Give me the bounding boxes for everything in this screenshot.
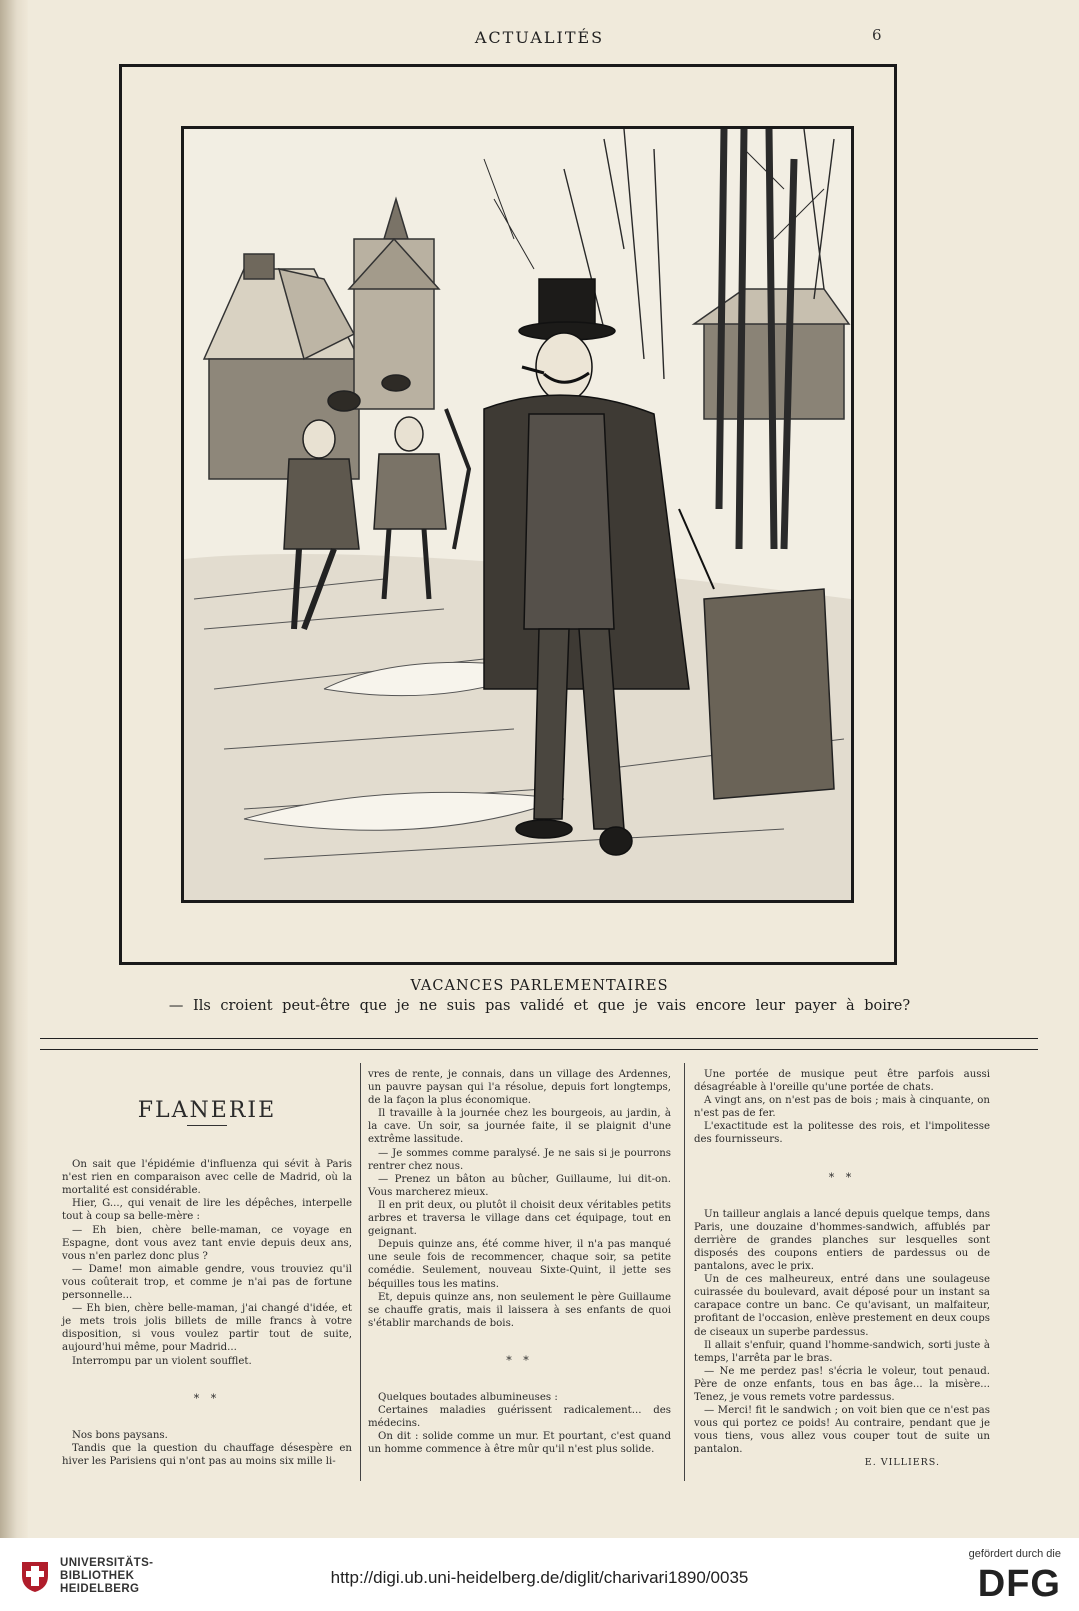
paragraph: vres de rente, je connais, dans un village des Ardennes, un pauvre paysan qui l'a résolue, depuis fort longtemps, de la façon la plus économique.	[368, 1069, 671, 1107]
section-separator: * *	[828, 1170, 856, 1184]
paragraph: — Je sommes comme paralysé. Je ne sais si je pourrons rentrer chez nous.	[368, 1147, 671, 1172]
paragraph: Il travaille à la journée chez les bourgeois, au jardin, à la cave. Un soir, sa journée faite, il se plaignit d'une extrême lassitude.	[368, 1108, 671, 1146]
paragraph: Quelques boutades albumineuses :	[378, 1391, 558, 1403]
paragraph: Et, depuis quinze ans, non seulement le père Guillaume se chauffe gratis, mais il laissera à ses enfants de quoi s'établir marchands de bois.	[368, 1291, 671, 1329]
paragraph: Il en prit deux, ou plutôt il choisit deux véritables petits arbres et traversa le village dans cet équipage, tout en geignant.	[368, 1199, 671, 1238]
section-rule-top	[40, 1038, 1038, 1039]
paragraph: On sait que l'épidémie d'influenza qui sévit à Paris n'est rien en comparaison avec celle de Madrid, où la mortalité est considérable.	[62, 1159, 352, 1197]
paragraph: On dit : solide comme un mur. Et pourtant, c'est quand un homme commence à être mûr qu'il n'est plus solide.	[368, 1431, 671, 1456]
page-number: 6	[872, 26, 882, 44]
paragraph: Certaines maladies guérissent radicalement... des médecins.	[368, 1405, 671, 1430]
paragraph: — Ne me perdez pas! s'écria le voleur, tout penaud. Père de onze enfants, tous en bas âge... la misère... Tenez, je vous remets votre pardessus.	[694, 1365, 990, 1403]
section-rule-bottom	[40, 1049, 1038, 1050]
paragraph: — Dame! mon aimable gendre, vous trouviez qu'il vous coûterait trop, et comme je n'ai pas de fortune personnelle...	[62, 1263, 352, 1302]
article-title: FLANERIE	[137, 1098, 277, 1123]
paragraph: — Merci! fit le sandwich ; on voit bien que ce n'est pas vous qui portez ce poids! Au contraire, pendant que je vous tiens, vous allez vous couper tout de suite un pantalon.	[694, 1405, 990, 1456]
column-divider-2	[684, 1063, 685, 1481]
page-binding-edge	[0, 0, 28, 1538]
paragraph: L'exactitude est la politesse des rois, et l'impolitesse des fournisseurs.	[694, 1121, 990, 1146]
paragraph: Il allait s'enfuir, quand l'homme-sandwich, sorti juste à temps, l'arrêta par le bras.	[694, 1339, 990, 1364]
institution-line: HEIDELBERG	[60, 1583, 140, 1595]
dfg-logo: DFG	[977, 1563, 1061, 1605]
fence-post	[704, 589, 834, 799]
institution-line: BIBLIOTHEK	[60, 1570, 135, 1582]
caption-title: VACANCES PARLEMENTAIRES	[410, 978, 669, 994]
paragraph: — Eh bien, chère belle-maman, ce voyage en Espagne, dont vous avez tant envie depuis deux ans, vous n'en parlez donc plus ?	[62, 1224, 352, 1262]
author-signature: E. VILLIERS.	[864, 1457, 940, 1469]
funding-label: gefördert durch die	[968, 1548, 1061, 1560]
paragraph: Interrompu par un violent soufflet.	[72, 1355, 252, 1367]
article-column-1	[62, 1068, 352, 1468]
paragraph: A vingt ans, on n'est pas de bois ; mais à cinquante, on n'est pas de fer.	[694, 1095, 990, 1120]
footer-bar	[0, 1538, 1079, 1611]
institution-line: UNIVERSITÄTS-	[60, 1557, 154, 1569]
source-url-link[interactable]: http://digi.ub.uni-heidelberg.de/diglit/charivari1890/0035	[330, 1568, 749, 1587]
paragraph: Une portée de musique peut être parfois aussi désagréable à l'oreille qu'une portée de chats.	[694, 1069, 990, 1094]
caption-quote: — Ils croient peut-être que je ne suis pas validé et que je vais encore leur payer à boire?	[168, 998, 911, 1014]
section-separator: * *	[193, 1391, 221, 1405]
engraving-scene	[184, 129, 851, 900]
article-column-3	[694, 1068, 990, 1470]
article-column-2	[368, 1068, 671, 1456]
paragraph: Hier, G..., qui venait de lire les dépêches, interpelle tout à coup sa belle-mère :	[62, 1198, 352, 1223]
paragraph: — Prenez un bâton au bûcher, Guillaume, lui dit-on. Vous marcherez mieux.	[368, 1173, 671, 1198]
paragraph: Depuis quinze ans, été comme hiver, il n'a pas manqué une seule fois de recommencer, chaque soir, sa petite comédie. Seulement, nouveau Sixte-Quint, il jette ses béquilles tous les matins.	[368, 1239, 671, 1290]
running-head: ACTUALITÉS	[474, 28, 605, 47]
paragraph: Tandis que la question du chauffage désespère en hiver les Parisiens qui n'ont pas au moins six mille li-	[62, 1442, 352, 1467]
section-separator: * *	[506, 1353, 533, 1367]
paragraph: — Eh bien, chère belle-maman, j'ai changé d'idée, et je mets trois jolis billets de mille francs à votre disposition, si vous voulez partir tout de suite, aujourd'hui même, pour Madrid...	[62, 1303, 352, 1354]
column-divider-1	[360, 1063, 361, 1481]
paragraph: Nos bons paysans.	[72, 1429, 168, 1441]
illustration	[181, 126, 854, 903]
paragraph: Un tailleur anglais a lancé depuis quelque temps, dans Paris, une douzaine d'hommes-sandwich, affublés par derrière de grandes planches sur lesquelles sont disposés des coupons entiers de pardessus ou de pantalons, avec le prix.	[694, 1208, 990, 1273]
paragraph: Un de ces malheureux, entré dans une soulageuse cuirassée du boulevard, avait déposé pour un instant sa carapace contre un banc. Ce qu'avisant, un malfaiteur, profitant de l'occasion, enlève prestement en deux coups de ciseaux un superbe pardessus.	[694, 1274, 990, 1338]
title-underline	[187, 1125, 227, 1126]
